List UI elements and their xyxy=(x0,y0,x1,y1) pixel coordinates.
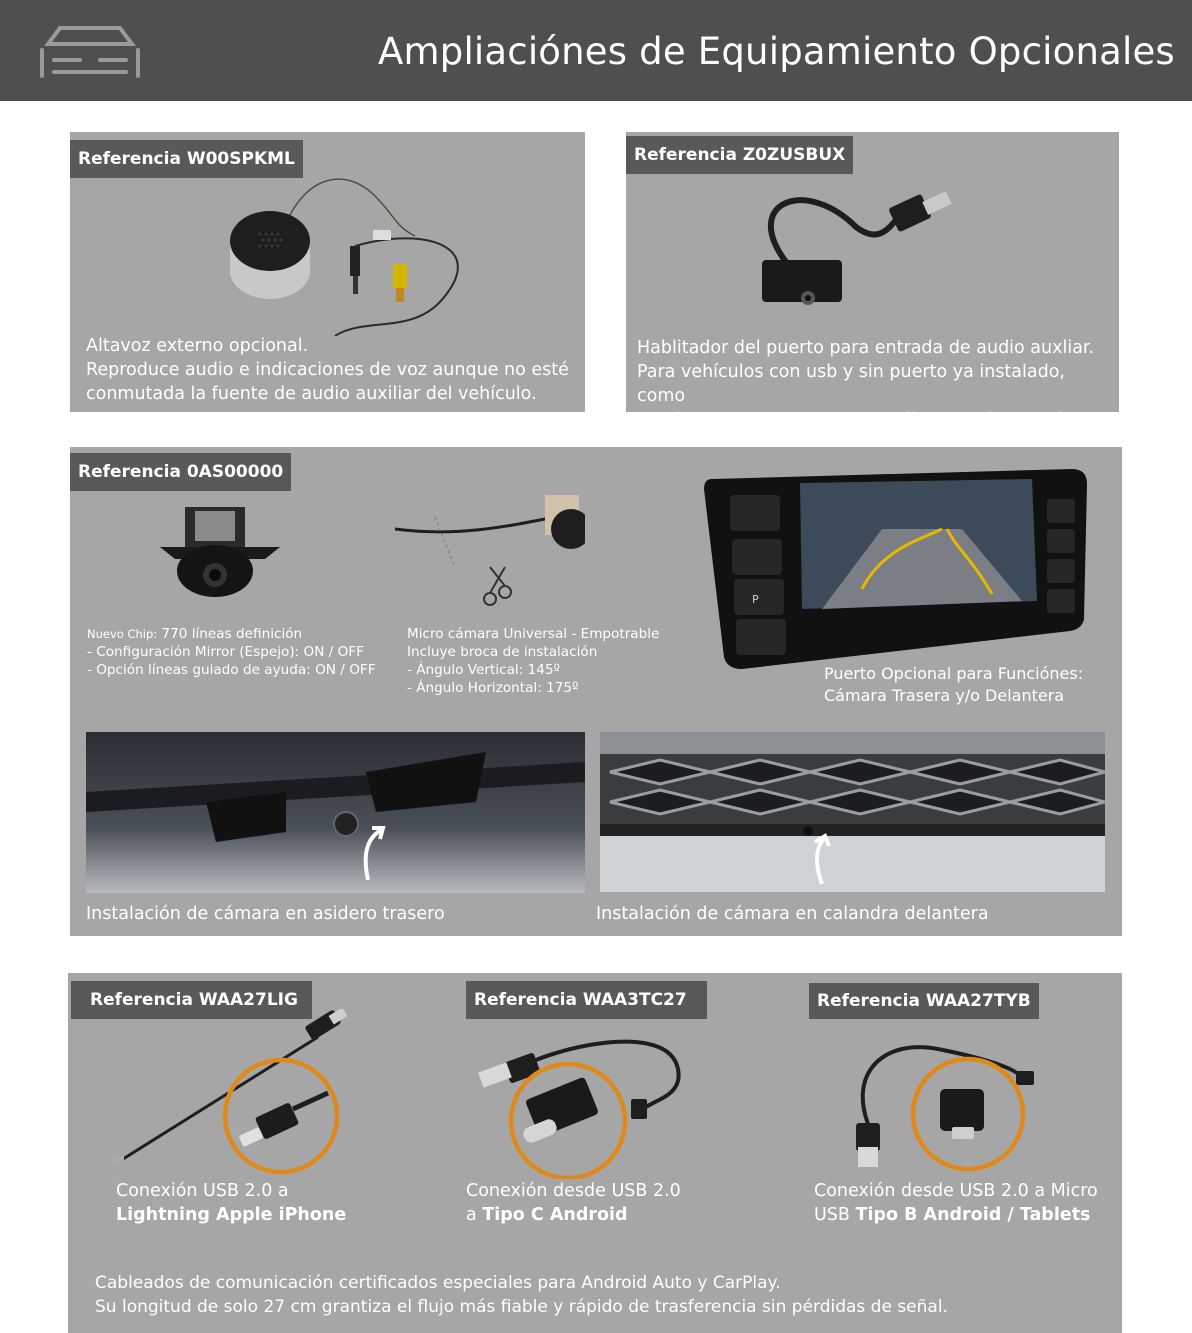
rear-camera-spec-line2: - Configuración Mirror (Espejo): ON / OFF xyxy=(87,644,364,660)
microusb-desc-line1: Conexión desde USB 2.0 a Micro xyxy=(814,1181,1098,1201)
camera-reference: Referencia 0AS00000 xyxy=(70,453,291,491)
aux-panel xyxy=(626,132,1119,430)
aux-description xyxy=(637,336,1117,432)
page-header xyxy=(0,0,1192,101)
microusb-desc-bold: Tipo B Android / Tablets xyxy=(855,1205,1091,1225)
micro-camera-spec-line1: Micro cámara Universal - Empotrable xyxy=(407,626,660,642)
front-install-photo xyxy=(600,732,1105,892)
typec-desc-prefix: a xyxy=(466,1205,477,1225)
microusb-cable-image xyxy=(828,1029,1058,1179)
camera-panel xyxy=(70,447,1122,936)
front-install-caption: Instalación de cámara en calandra delantera xyxy=(596,904,989,924)
microusb-cable-reference: Referencia WAA27TYB xyxy=(809,983,1039,1019)
micro-camera-specs xyxy=(407,625,707,697)
speaker-desc-line1: Altavoz externo opcional. xyxy=(86,336,309,356)
rear-camera-chip-value: 770 líneas definición xyxy=(161,626,303,642)
cables-footer-note xyxy=(95,1271,1115,1319)
aux-desc-line1: Hablitador del puerto para entrada de audio auxliar. xyxy=(637,338,1095,358)
rear-install-photo xyxy=(86,732,585,893)
lightning-cable-image xyxy=(108,1009,368,1179)
rear-camera-image xyxy=(155,499,285,599)
rear-camera-spec-line1 xyxy=(87,625,407,643)
car-front-icon xyxy=(38,24,142,80)
lightning-desc-line2 xyxy=(116,1203,436,1227)
speaker-description xyxy=(86,334,581,406)
cables-panel xyxy=(68,973,1122,1333)
micro-camera-image xyxy=(395,487,585,607)
lightning-desc-bold: Lightning Apple iPhone xyxy=(116,1205,347,1225)
park-button-label: P xyxy=(752,593,759,606)
aux-reference: Referencia Z0ZUSBUX xyxy=(626,136,853,174)
microusb-cable-description xyxy=(814,1179,1119,1227)
cables-footer-line1: Cableados de comunicación certificados especiales para Android Auto y CarPlay. xyxy=(95,1273,781,1293)
aux-desc-line2: Para vehículos con usb y sin puerto ya instalado, como xyxy=(637,362,1065,406)
lightning-desc-line1: Conexión USB 2.0 a xyxy=(116,1181,289,1201)
speaker-panel xyxy=(70,132,585,412)
micro-camera-spec-line3: - Ángulo Vertical: 145º xyxy=(407,662,560,678)
head-unit-screen-image xyxy=(702,469,1087,669)
rear-install-caption: Instalación de cámara en asidero trasero xyxy=(86,904,445,924)
page-title: Ampliaciónes de Equipamiento Opcionales xyxy=(378,30,1175,73)
rear-camera-spec-line3: - Opción líneas guiado de ayuda: ON / OFF xyxy=(87,662,376,678)
micro-camera-spec-line2: Incluye broca de instalación xyxy=(407,644,598,660)
lightning-cable-description xyxy=(116,1179,436,1227)
typec-desc-line1: Conexión desde USB 2.0 xyxy=(466,1181,681,1201)
micro-camera-spec-line4: - Ángulo Horizontal: 175º xyxy=(407,680,579,696)
speaker-desc-line3: conmutada la fuente de audio auxiliar del vehículo. xyxy=(86,384,537,404)
lightning-cable-reference: Referencia WAA27LIG xyxy=(71,981,312,1019)
rear-camera-specs xyxy=(87,625,407,679)
rear-camera-chip-prefix: Nuevo Chip: xyxy=(87,627,158,641)
screen-caption xyxy=(824,663,1114,707)
typec-desc-bold: Tipo C Android xyxy=(482,1205,628,1225)
typec-cable-description xyxy=(466,1179,786,1227)
aux-adapter-image xyxy=(746,182,966,322)
speaker-reference: Referencia W00SPKML xyxy=(70,140,303,178)
aux-desc-line3: Land Rover y Jaguar con pantalla InTouchControl xyxy=(637,410,1062,430)
microusb-desc-prefix: USB xyxy=(814,1205,850,1225)
typec-desc-line2 xyxy=(466,1203,786,1227)
cables-footer-line2: Su longitud de solo 27 cm grantiza el flujo más fiable y rápido de trasferencia sin pérdidas de señal. xyxy=(95,1297,948,1317)
screen-caption-line1: Puerto Opcional para Funciónes: xyxy=(824,664,1084,683)
speaker-product-image xyxy=(225,146,485,336)
screen-caption-line2: Cámara Trasera y/o Delantera xyxy=(824,686,1065,705)
microusb-desc-line2 xyxy=(814,1203,1119,1227)
typec-cable-image xyxy=(468,1029,708,1179)
speaker-desc-line2: Reproduce audio e indicaciones de voz aunque no esté xyxy=(86,360,569,380)
typec-cable-reference: Referencia WAA3TC27 xyxy=(466,981,707,1019)
